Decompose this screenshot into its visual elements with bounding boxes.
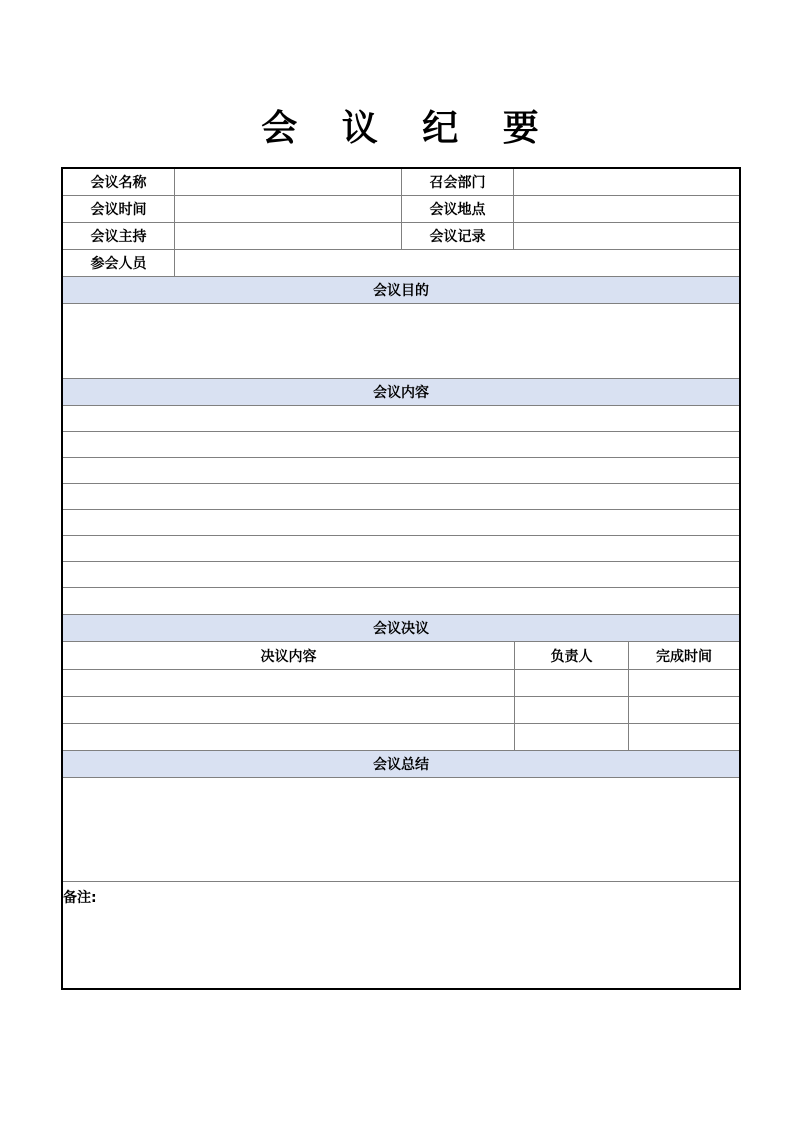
content-line[interactable] (63, 510, 739, 536)
meeting-location-field[interactable] (514, 196, 739, 222)
resolution-content-cell[interactable] (63, 724, 515, 750)
resolution-owner-cell[interactable] (515, 670, 629, 696)
meeting-host-field[interactable] (175, 223, 402, 249)
meeting-time-field[interactable] (175, 196, 402, 222)
resolution-row (63, 697, 739, 724)
info-row-name (63, 169, 739, 196)
info-row-attendees (63, 250, 739, 277)
content-line[interactable] (63, 458, 739, 484)
meeting-name-label: 会议名称 (63, 169, 175, 195)
summary-field[interactable] (63, 778, 739, 882)
purpose-section-header (63, 277, 739, 304)
notes-field[interactable] (63, 882, 739, 988)
meeting-recorder-field[interactable] (514, 223, 739, 249)
meeting-name-field[interactable] (175, 169, 402, 195)
convening-dept-field[interactable] (514, 169, 739, 195)
resolution-content-cell[interactable] (63, 697, 515, 723)
resolution-content-column-header: 决议内容 (63, 642, 515, 669)
content-line[interactable] (63, 588, 739, 615)
meeting-recorder-label: 会议记录 (402, 223, 514, 249)
content-header-label: 会议内容 (373, 385, 429, 401)
meeting-minutes-form (61, 167, 741, 990)
content-line[interactable] (63, 432, 739, 458)
content-line[interactable] (63, 562, 739, 588)
resolution-section-header (63, 615, 739, 642)
content-section-header (63, 379, 739, 406)
resolution-deadline-cell[interactable] (629, 724, 739, 750)
attendees-field[interactable] (175, 250, 739, 276)
resolution-column-header-row (63, 642, 739, 670)
resolution-header-label: 会议决议 (373, 621, 429, 637)
resolution-content-cell[interactable] (63, 670, 515, 696)
resolution-owner-cell[interactable] (515, 724, 629, 750)
content-line[interactable] (63, 536, 739, 562)
resolution-deadline-cell[interactable] (629, 697, 739, 723)
resolution-owner-cell[interactable] (515, 697, 629, 723)
resolution-row (63, 670, 739, 697)
info-row-host (63, 223, 739, 250)
resolution-deadline-column-header: 完成时间 (656, 648, 712, 665)
content-line[interactable] (63, 406, 739, 432)
meeting-location-label: 会议地点 (402, 196, 514, 222)
resolution-owner-column-header: 负责人 (515, 642, 629, 669)
summary-section-header (63, 751, 739, 778)
resolution-deadline-cell[interactable] (629, 670, 739, 696)
summary-header-label: 会议总结 (373, 757, 429, 773)
notes-label: 备注: (63, 890, 97, 906)
meeting-host-label: 会议主持 (63, 223, 175, 249)
purpose-header-label: 会议目的 (373, 283, 429, 299)
meeting-time-label: 会议时间 (63, 196, 175, 222)
attendees-label: 参会人员 (63, 250, 175, 276)
purpose-field[interactable] (63, 304, 739, 379)
content-line[interactable] (63, 484, 739, 510)
info-row-time (63, 196, 739, 223)
page-title: 会 议 纪 要 (261, 108, 555, 149)
convening-dept-label: 召会部门 (402, 169, 514, 195)
resolution-row (63, 724, 739, 751)
